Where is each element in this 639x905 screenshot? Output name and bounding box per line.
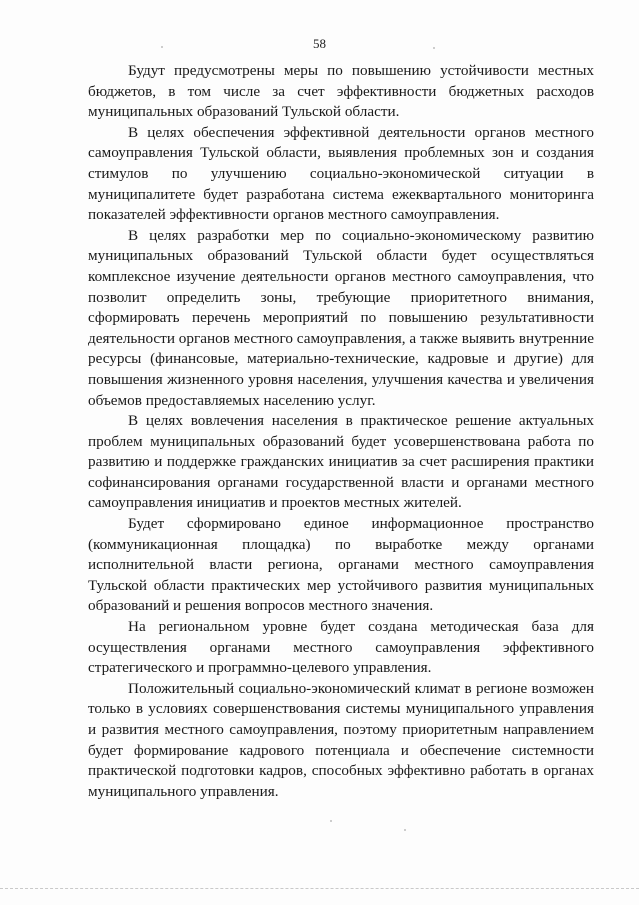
body-text [88, 61, 594, 802]
paragraph-local-budgets: Будут предусмотрены меры по повышению устойчивости местных бюджетов, в том числе за счет эффективности бюджетных расходов муниципальных образований Тульской области. [88, 62, 594, 121]
paragraph-information-space: Будет сформировано единое информационное пространство (коммуникационная площадка) по выработке между органами исполнительной власти региона, органами местного самоуправления Тульской области практических мер устойчивого развития муниципальных образований и решения вопросов местного значения. [88, 515, 594, 615]
scan-speck [433, 47, 435, 49]
paragraph-methodological-base: На региональном уровне будет создана методическая база для осуществления органами местного самоуправления эффективного стратегического и программно-целевого управления. [88, 618, 594, 677]
scan-bottom-edge [0, 888, 639, 889]
paragraph-personnel-potential: Положительный социально-экономический климат в регионе возможен только в условиях совершенствования системы муниципального управления и развития местного самоуправления, поэтому приоритетным направлением будет формирование кадрового потенциала и обеспечение системности практической подготовки кадров, способных эффективно работать в органах муниципального управления. [88, 679, 594, 800]
paragraph-civic-initiatives: В целях вовлечения населения в практическое решение актуальных проблем муниципальных образований будет усовершенствована работа по развитию и поддержке гражданских инициатив за счет расширения практики софинансирования органами государственной власти и органами местного самоуправления инициатив и проектов местных жителей. [88, 412, 594, 512]
page-number: 58 [313, 36, 326, 51]
paragraph-comprehensive-study: В целях разработки мер по социально-экономическому развитию муниципальных образований Тульской области будет осуществляться комплексное изучение деятельности органов местного самоуправления, что позволит определить зоны, требующие приоритетного внимания, сформировать перечень мероприятий по повышению результативности деятельности органов местного самоуправления, а также выявить внутренние ресурсы (финансовые, материально-технические, кадровые и другие) для повышения жизненного уровня населения, улучшения качества и увеличения объемов предоставляемых населению услуг. [88, 226, 594, 409]
paragraph-monitoring-system: В целях обеспечения эффективной деятельности органов местного самоуправления Тульской области, выявления проблемных зон и создания стимулов по улучшению социально-экономической ситуации в муниципалитете будет разработана система ежеквартального мониторинга показателей эффективности органов местного самоуправления. [88, 123, 594, 224]
scan-speck [330, 820, 332, 822]
scan-speck [161, 46, 163, 48]
scan-speck [404, 829, 406, 831]
